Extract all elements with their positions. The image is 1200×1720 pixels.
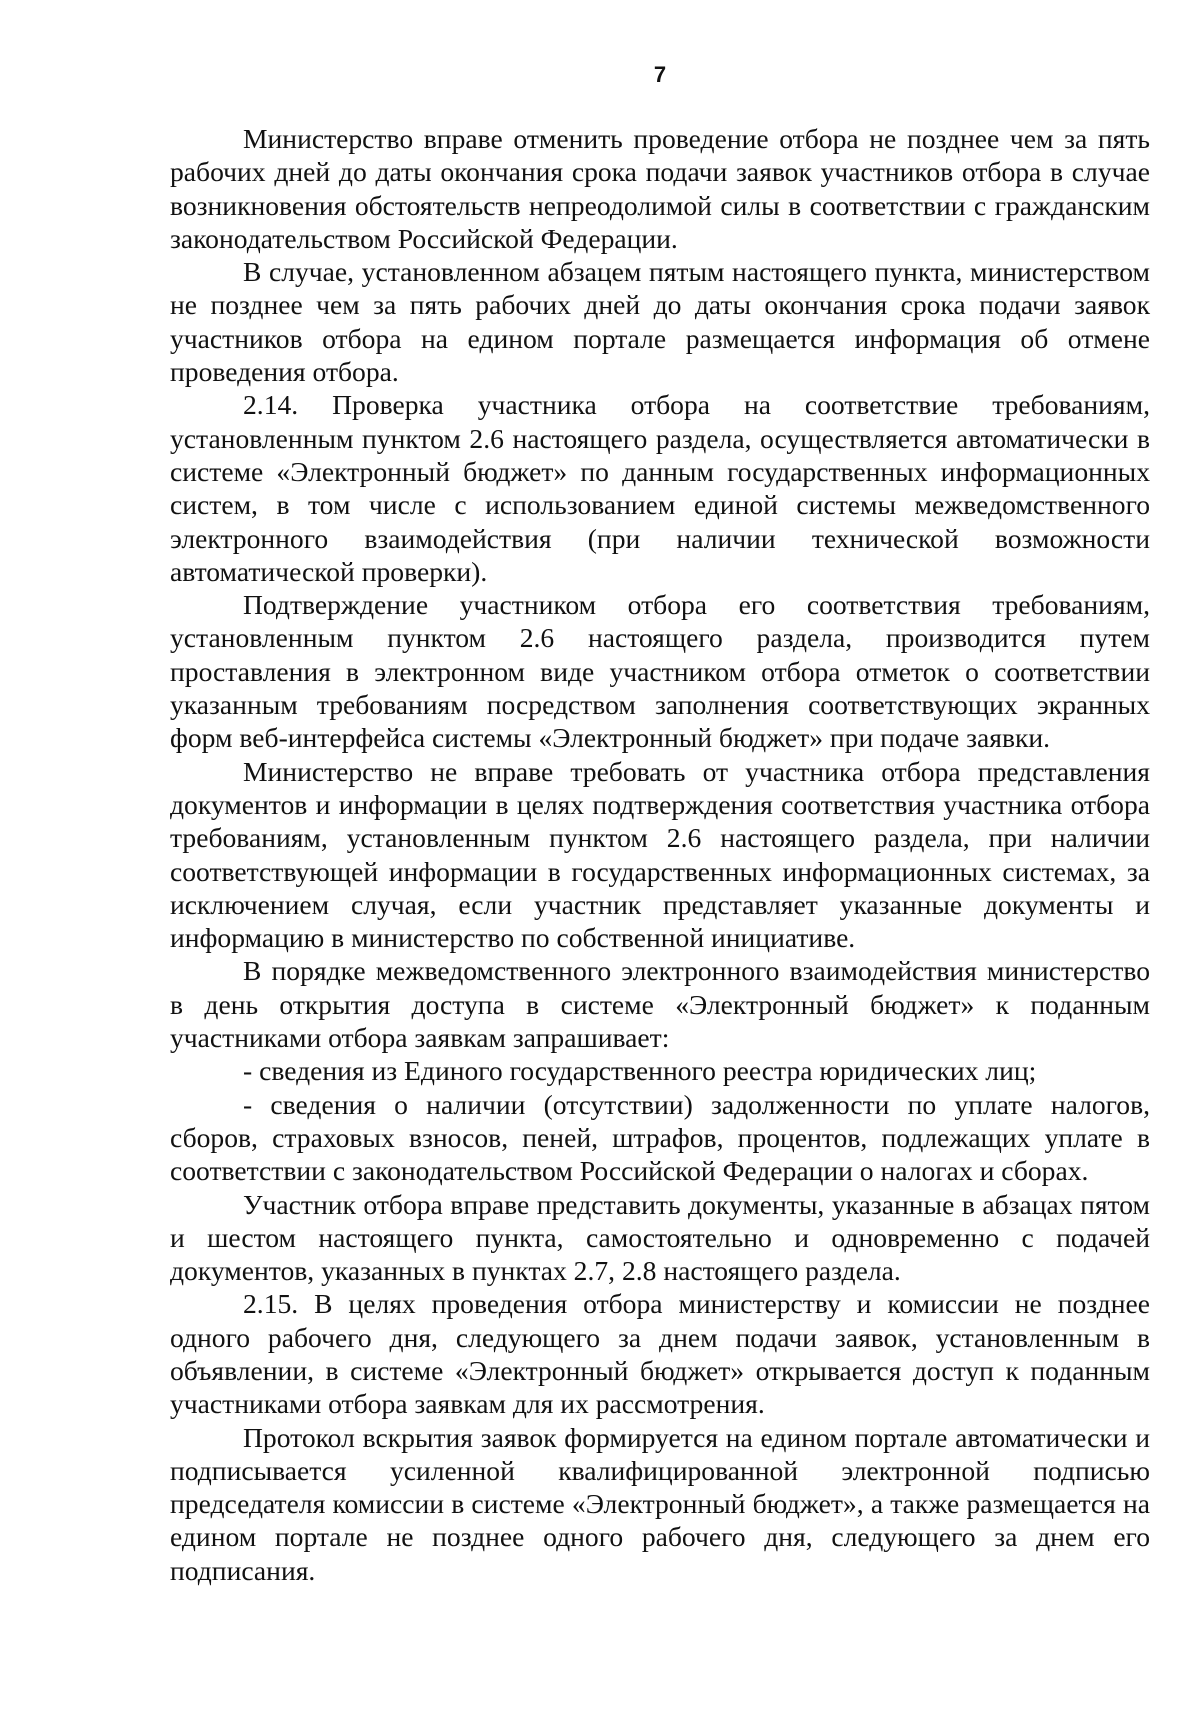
- list-item-2: - сведения о наличии (отсутствии) задолженности по уплате налогов, сборов, страховых взносов, пеней, штрафов, процентов, подлежащих уплате в соответствии с законодательством Российской Федерации о налогах и сборах.: [170, 1088, 1150, 1187]
- paragraph-3: 2.14. Проверка участника отбора на соответствие требованиям, установленным пунктом 2.6 настоящего раздела, осуществляется автоматически в системе «Электронный бюджет» по данным государственных информационных систем, в том числе с использованием единой системы межведомственного электронного взаимодействия (при наличии технической возможности автоматической проверки).: [170, 389, 1150, 587]
- paragraph-2: В случае, установленном абзацем пятым настоящего пункта, министерством не позднее чем за пять рабочих дней до даты окончания срока подачи заявок участников отбора на едином портале размещается информация об отмене проведения отбора.: [170, 256, 1150, 388]
- paragraph-4: Подтверждение участником отбора его соответствия требованиям, установленным пунктом 2.6 настоящего раздела, производится путем проставления в электронном виде участником отбора отметок о соответствии указанным требованиям посредством заполнения соответствующих экранных форм веб-интерфейса системы «Электронный бюджет» при подаче заявки.: [170, 589, 1150, 754]
- paragraph-9: Протокол вскрытия заявок формируется на едином портале автоматически и подписывается усиленной квалифицированной электронной подписью председателя комиссии в системе «Электронный бюджет», а также размещается на едином портале не позднее одного рабочего дня, следующего за днем его подписания.: [170, 1421, 1150, 1586]
- paragraph-6: В порядке межведомственного электронного взаимодействия министерство в день открытия доступа в системе «Электронный бюджет» к поданным участниками отбора заявкам запрашивает:: [170, 955, 1150, 1054]
- page-number: 7: [653, 62, 667, 87]
- paragraph-8: 2.15. В целях проведения отбора министерству и комиссии не позднее одного рабочего дня, следующего за днем подачи заявок, установленным в объявлении, в системе «Электронный бюджет» открывается доступ к поданным участниками отбора заявкам для их рассмотрения.: [170, 1288, 1150, 1420]
- paragraph-5: Министерство не вправе требовать от участника отбора представления документов и информации в целях подтверждения соответствия участника отбора требованиям, установленным пунктом 2.6 настоящего раздела, при наличии соответствующей информации в государственных информационных системах, за исключением случая, если участник представляет указанные документы и информацию в министерство по собственной инициативе.: [170, 755, 1150, 954]
- document-body: [170, 122, 1150, 1587]
- list-item-1: - сведения из Единого государственного реестра юридических лиц;: [243, 1055, 1037, 1087]
- paragraph-1: Министерство вправе отменить проведение отбора не позднее чем за пять рабочих дней до даты окончания срока подачи заявок участников отбора в случае возникновения обстоятельств непреодолимой силы в соответствии с гражданским законодательством Российской Федерации.: [170, 123, 1150, 254]
- paragraph-7: Участник отбора вправе представить документы, указанные в абзацах пятом и шестом настоящего пункта, самостоятельно и одновременно с подачей документов, указанных в пунктах 2.7, 2.8 настоящего раздела.: [170, 1188, 1150, 1287]
